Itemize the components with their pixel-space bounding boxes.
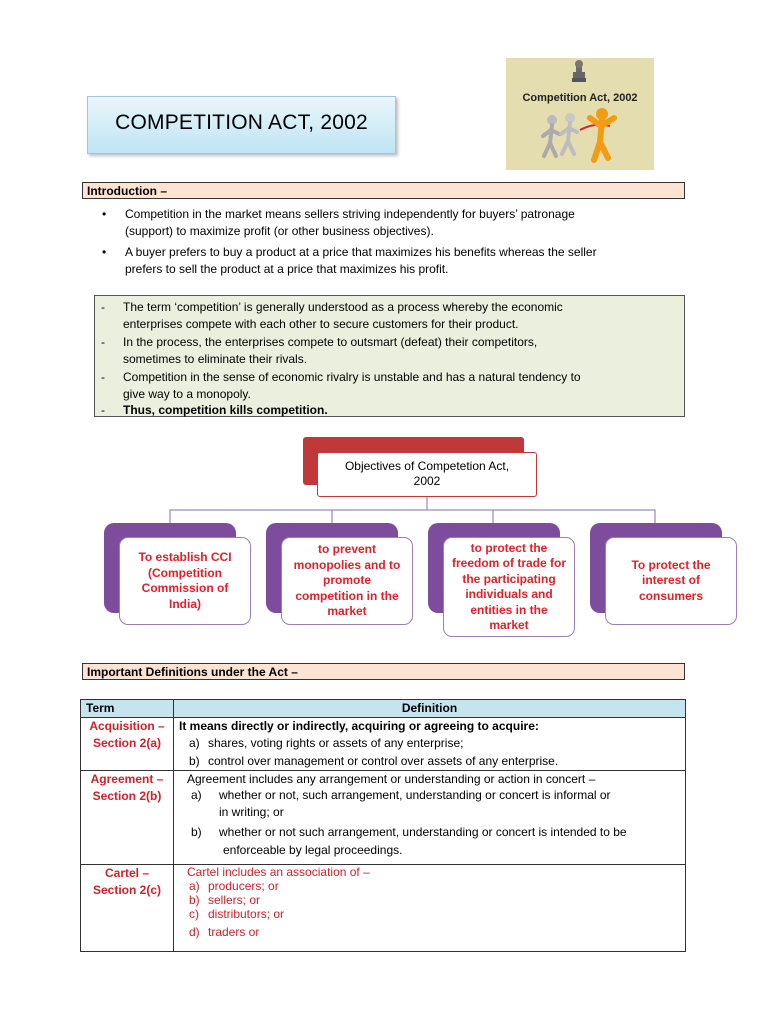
item-label: a): [189, 878, 200, 893]
item-label: d): [189, 924, 200, 939]
item-label: c): [189, 906, 199, 921]
item-text: in writing; or: [219, 804, 284, 819]
logo-caption: Competition Act, 2002: [522, 92, 638, 104]
bullet-text-line: A buyer prefers to buy a product at a price that maximizes his benefits whereas the seller: [125, 245, 597, 259]
term-line: Agreement –: [90, 771, 164, 786]
list-item: - Thus, competition kills competition.: [123, 402, 633, 419]
objectives-header: [317, 452, 537, 497]
bullet-icon: •: [102, 207, 107, 221]
item-label: a): [189, 735, 200, 750]
item-label: b): [191, 825, 202, 839]
objective-card: to protect the freedom of trade for the participating individuals and entities in the market: [443, 537, 575, 637]
item-label: b): [189, 754, 200, 768]
objective-card: To protect the interest of consumers: [605, 537, 737, 625]
objectives-title-line: 2002: [413, 474, 441, 488]
definition-cell: [174, 718, 686, 771]
term-cell: [81, 770, 174, 864]
term-cell: [81, 718, 174, 771]
list-item: [179, 753, 685, 770]
note-text-line: In the process, the enterprises compete to outsmart (defeat) their competitors,: [123, 335, 538, 349]
item-text: enforceable by legal proceedings.: [223, 843, 403, 857]
note-text-line: The term ‘competition’ is generally understood as a process whereby the economic: [123, 300, 563, 314]
definition-intro: Cartel includes an association of –: [187, 864, 370, 879]
column-header-term: Term: [81, 700, 174, 718]
item-text: control over management or control over assets of any enterprise.: [208, 754, 559, 768]
term-line: Cartel –: [104, 865, 150, 880]
list-item: - The term ‘competition’ is generally understood as a process whereby the economic enterprises compete with each other to secure customers for their product.: [123, 299, 633, 332]
item-text: whether or not, such arrangement, understanding or concert is informal or: [219, 788, 611, 802]
definitions-heading: Important Definitions under the Act –: [82, 663, 685, 680]
list-item: [179, 787, 685, 820]
term-line: Acquisition –: [89, 719, 165, 733]
table-row: [81, 864, 686, 951]
note-text-line: Thus, competition kills competition.: [123, 403, 328, 417]
objectives-title-line: Objectives of Competetion Act,: [344, 459, 510, 473]
definition-cell: [174, 864, 686, 951]
term-cell: [81, 864, 174, 951]
page-title: COMPETITION ACT, 2002: [115, 111, 368, 134]
list-item: [179, 893, 685, 907]
list-item: [179, 879, 685, 893]
bullet-text-line: (support) to maximize profit (or other business objectives).: [125, 223, 434, 238]
definition-intro: It means directly or indirectly, acquiring or agreeing to acquire:: [179, 719, 539, 733]
item-text: traders or: [208, 924, 260, 939]
item-label: b): [189, 892, 200, 907]
list-item: - In the process, the enterprises compete to outsmart (defeat) their competitors, sometimes to eliminate their rivals.: [123, 334, 633, 367]
list-item: - Competition in the sense of economic rivalry is unstable and has a natural tendency to give way to a monopoly.: [123, 369, 633, 402]
note-text-line: enterprises compete with each other to secure customers for their product.: [123, 316, 519, 331]
table-row: [81, 770, 686, 864]
list-item: [179, 735, 685, 752]
definition-intro: Agreement includes any arrangement or understanding or action in concert –: [187, 771, 596, 786]
term-line: Section 2(a): [92, 736, 161, 750]
item-label: a): [191, 788, 202, 802]
item-text: whether or not such arrangement, understanding or concert is intended to be: [219, 825, 627, 839]
bullet-text-line: Competition in the market means sellers striving independently for buyers’ patronage: [125, 207, 575, 221]
term-line: Section 2(c): [92, 882, 161, 897]
item-text: distributors; or: [208, 906, 285, 921]
item-text: producers; or: [208, 878, 279, 893]
bullet-text-line: prefers to sell the product at a price that maximizes his profit.: [125, 261, 449, 276]
column-header-definition: Definition: [174, 700, 686, 718]
table-header-row: [81, 700, 686, 718]
definition-cell: [174, 770, 686, 864]
item-text: sellers; or: [208, 892, 261, 907]
table-row: [81, 718, 686, 771]
introduction-heading: Introduction –: [82, 182, 685, 199]
note-text-line: give way to a monopoly.: [123, 386, 251, 401]
list-item: [179, 907, 685, 921]
definitions-table: [80, 699, 686, 952]
term-line: Section 2(b): [92, 788, 162, 803]
note-text-line: Competition in the sense of economic rivalry is unstable and has a natural tendency to: [123, 370, 581, 384]
note-text-line: sometimes to eliminate their rivals.: [123, 351, 308, 366]
list-item: [179, 925, 685, 939]
objective-card: To establish CCI (Competition Commission of India): [119, 537, 251, 625]
list-item: [179, 823, 685, 859]
objective-card: to prevent monopolies and to promote competition in the market: [281, 537, 413, 625]
bullet-icon: •: [102, 245, 107, 259]
item-text: shares, voting rights or assets of any enterprise;: [208, 735, 464, 750]
